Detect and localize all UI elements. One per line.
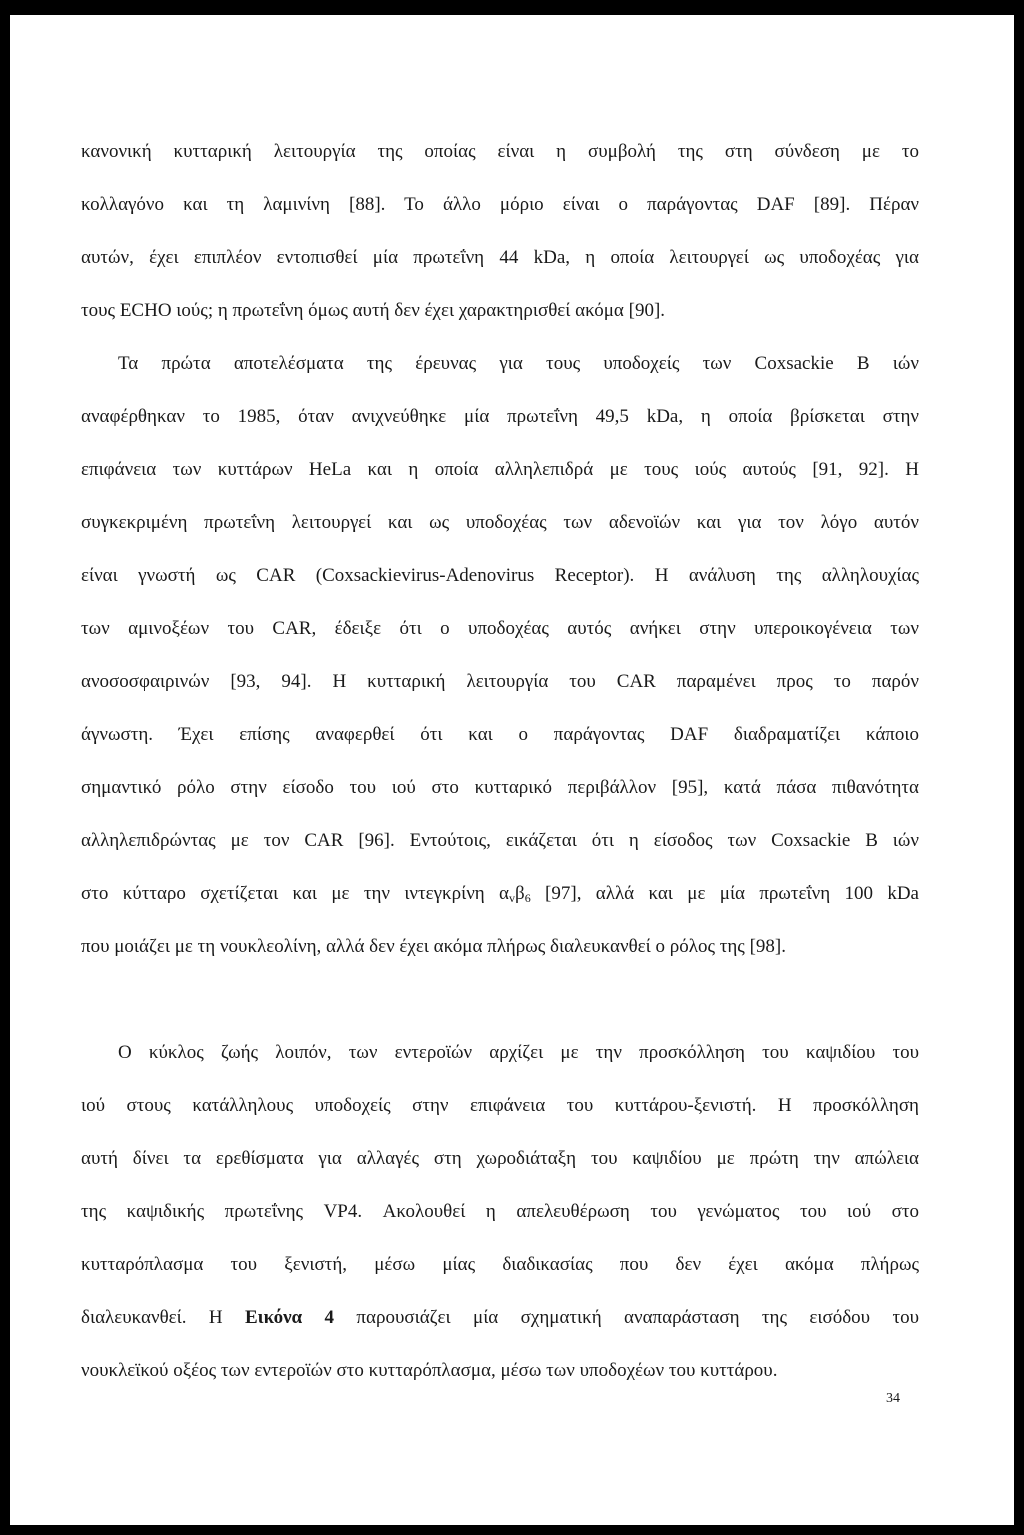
paragraph-2-line-1: Τα πρώτα αποτελέσματα της έρευνας για τους υποδοχείς των Coxsackie B ιών (118, 353, 919, 374)
paragraph-2-line-11-integrin (81, 882, 919, 910)
paragraph-2-line-9: σημαντικό ρόλο στην είσοδο του ιού στο κυτταρικό περιβάλλον [95], κατά πάσα πιθανότητα (81, 777, 919, 798)
paragraph-3-line-2: ιού στους κατάλληλους υποδοχείς στην επιφάνεια του κυττάρου-ξενιστή. Η προσκόλληση (81, 1095, 919, 1116)
paragraph-1-line-4: τους ECHO ιούς; η πρωτεΐνη όμως αυτή δεν έχει χαρακτηρισθεί ακόμα [90]. (81, 300, 666, 321)
paragraph-3-line-6-figure-ref (81, 1306, 919, 1330)
figure-line-after: παρουσιάζει μία σχηματική αναπαράσταση της εισόδου του (334, 1307, 919, 1328)
integrin-line-before: στο κύτταρο σχετίζεται και με την ιντεγκρίνη α (81, 883, 510, 904)
paragraph-3-line-4: της καψιδικής πρωτεΐνης VP4. Ακολουθεί η απελευθέρωση του γενώματος του ιού στο (81, 1201, 919, 1222)
paragraph-2-line-4: συγκεκριμένη πρωτεΐνη λειτουργεί και ως υποδοχέας των αδενοϊών και για τον λόγο αυτόν (81, 512, 919, 533)
paragraph-2-line-6: των αμινοξέων του CAR, έδειξε ότι ο υποδοχέας αυτός ανήκει στην υπεροικογένεια των (81, 618, 919, 639)
paragraph-2-closing-line: που μοιάζει με τη νουκλεολίνη, αλλά δεν έχει ακόμα πλήρως διαλευκανθεί ο ρόλος της [98]. (81, 936, 786, 957)
paragraph-1-line-1: κανονική κυτταρική λειτουργία της οποίας είναι η συμβολή της στη σύνδεση με το (81, 141, 919, 162)
paragraph-2-line-5: είναι γνωστή ως CAR (Coxsackievirus-Adenovirus Receptor). Η ανάλυση της αλληλουχίας (81, 565, 919, 586)
integrin-beta: β (515, 883, 525, 904)
page-number: 34 (886, 1391, 900, 1406)
integrin-subscript-6: 6 (524, 891, 531, 905)
paragraph-1-line-3: αυτών, έχει επιπλέον εντοπισθεί μία πρωτεΐνη 44 kDa, η οποία λειτουργεί ως υποδοχέας για (81, 247, 919, 268)
paragraph-3-line-1: Ο κύκλος ζωής λοιπόν, των εντεροϊών αρχίζει με την προσκόλληση του καψιδίου του (118, 1042, 919, 1063)
paragraph-2-line-3: επιφάνεια των κυττάρων HeLa και η οποία αλληλεπιδρά με τους ιούς αυτούς [91, 92]. Η (81, 459, 919, 480)
figure-reference: Εικόνα 4 (245, 1307, 335, 1328)
paragraph-2-line-10: αλληλεπιδρώντας με τον CAR [96]. Εντούτοις, εικάζεται ότι η είσοδος των Coxsackie B ιών (81, 830, 919, 851)
paragraph-2-line-7: ανοσοσφαιρινών [93, 94]. Η κυτταρική λειτουργία του CAR παραμένει προς το παρόν (81, 671, 919, 692)
document-page (10, 15, 1014, 1525)
integrin-subscript-v: v (509, 891, 516, 905)
integrin-line-after: [97], αλλά και με μία πρωτεΐνη 100 kDa (530, 883, 919, 904)
paragraph-2-line-8: άγνωστη. Έχει επίσης αναφερθεί ότι και ο παράγοντας DAF διαδραματίζει κάποιο (81, 724, 919, 745)
paragraph-2-line-2: αναφέρθηκαν το 1985, όταν ανιχνεύθηκε μία πρωτεΐνη 49,5 kDa, η οποία βρίσκεται στην (81, 406, 919, 427)
figure-line-before: διαλευκανθεί. Η (81, 1307, 245, 1328)
paragraph-3-closing-line: νουκλεϊκού οξέος των εντεροϊών στο κυτταρόπλασμα, μέσω των υποδοχέων του κυττάρου. (81, 1360, 778, 1381)
paragraph-1-line-2: κολλαγόνο και τη λαμινίνη [88]. Το άλλο μόριο είναι ο παράγοντας DAF [89]. Πέραν (81, 194, 919, 215)
paragraph-3-line-5: κυτταρόπλασμα του ξενιστή, μέσω μίας διαδικασίας που δεν έχει ακόμα πλήρως (81, 1254, 919, 1275)
paragraph-3-line-3: αυτή δίνει τα ερεθίσματα για αλλαγές στη χωροδιάταξη του καψιδίου με πρώτη την απώλεια (81, 1148, 919, 1169)
